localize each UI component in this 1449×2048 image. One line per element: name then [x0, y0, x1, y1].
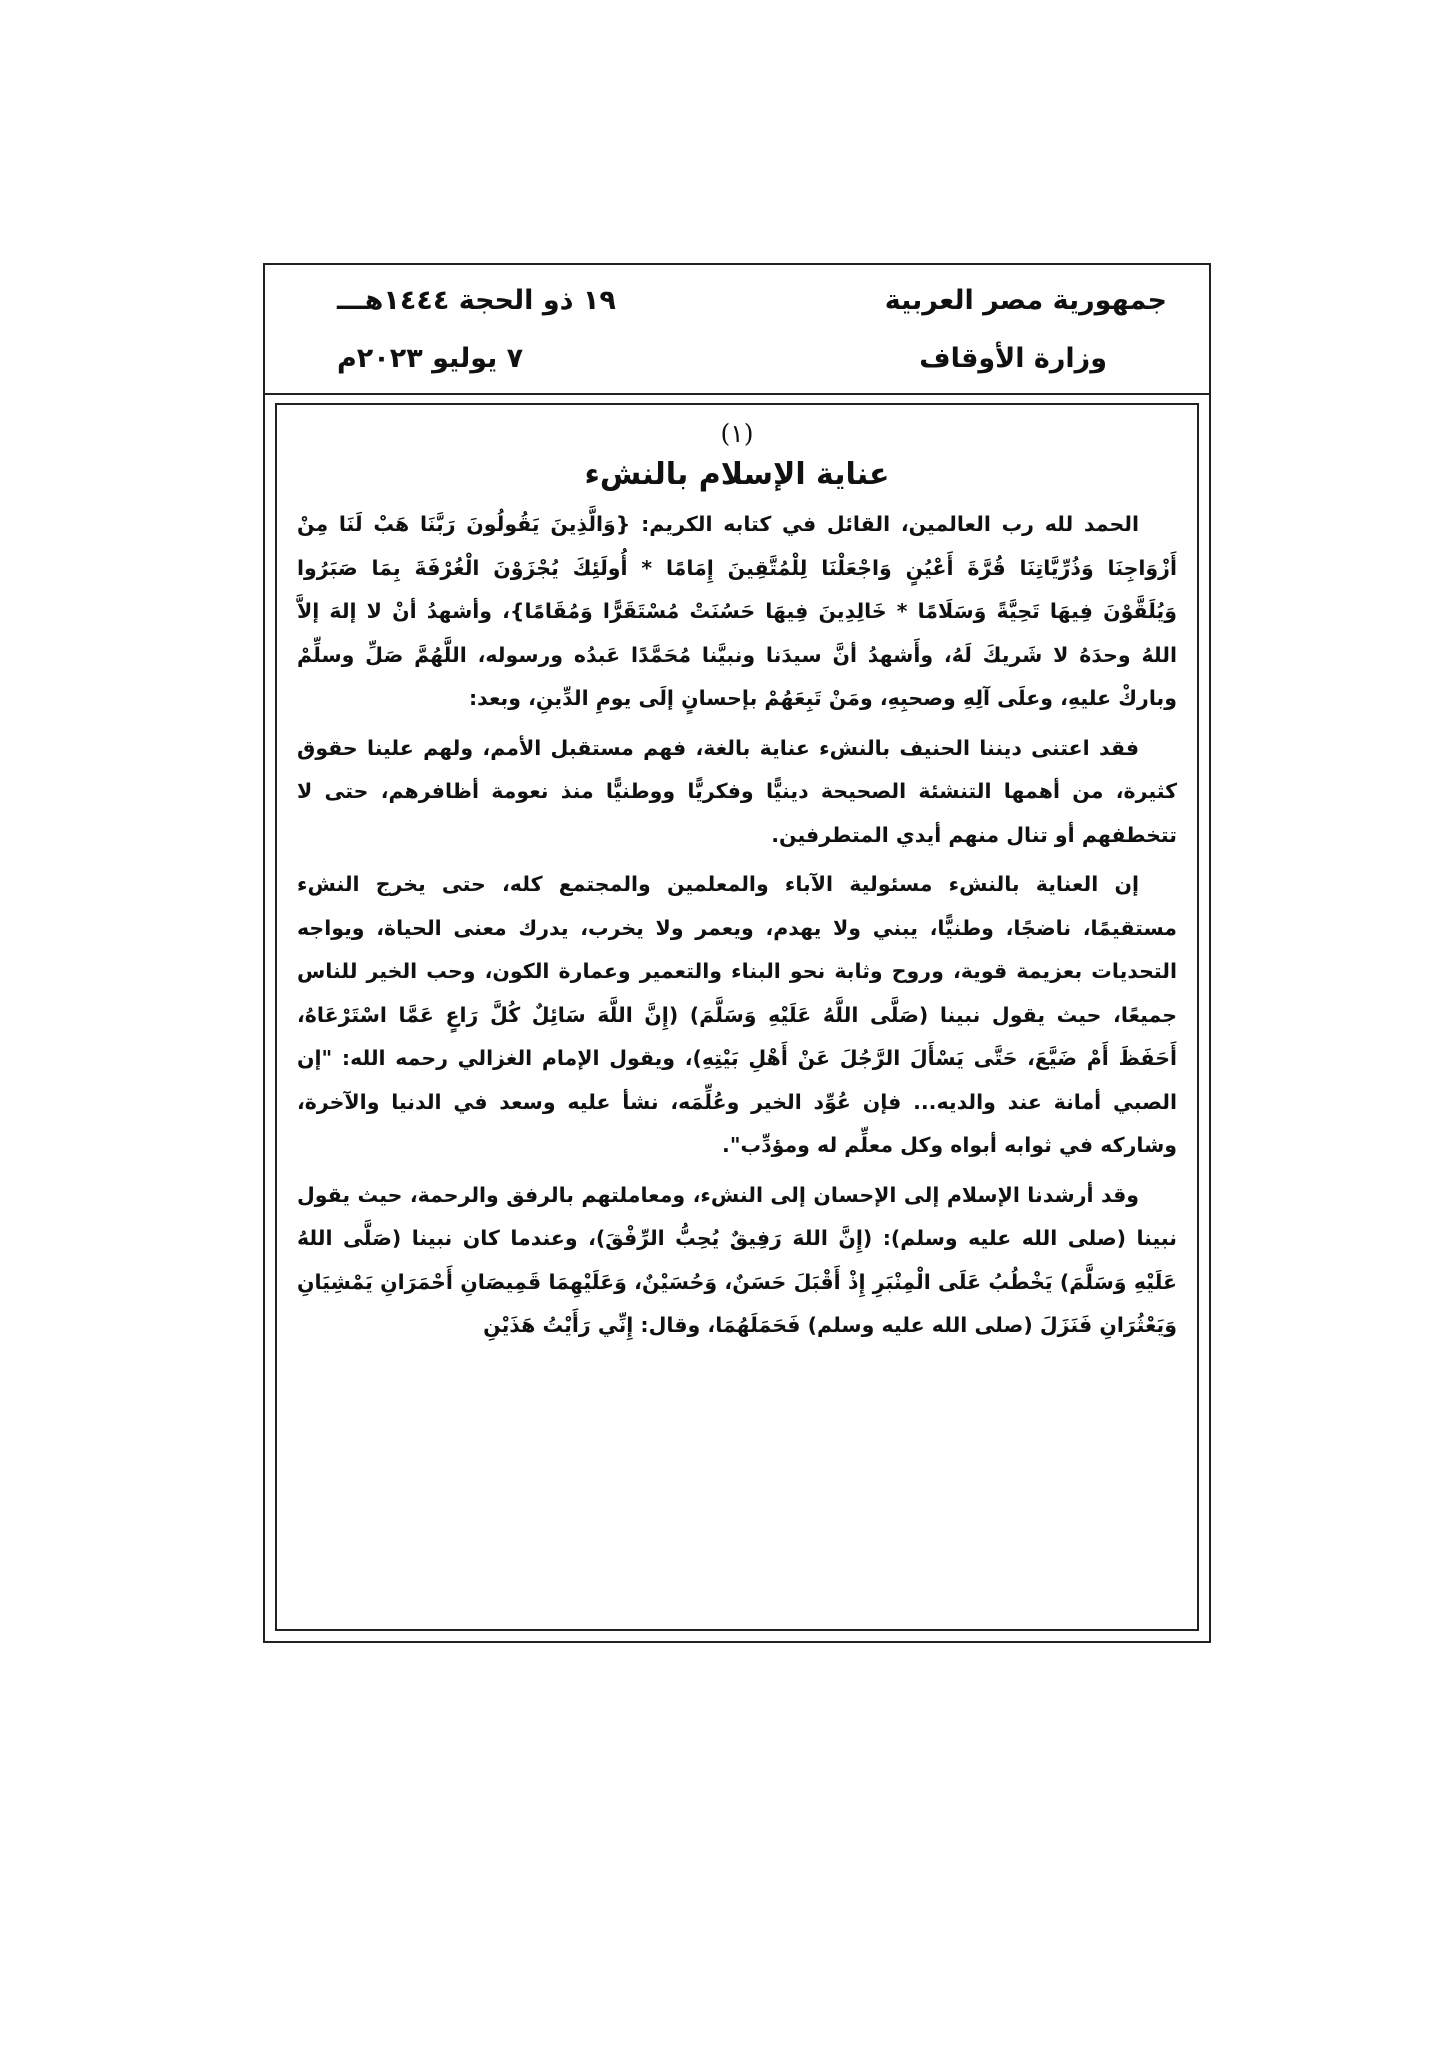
paragraph-kindness: وقد أرشدنا الإسلام إلى الإحسان إلى النشء، ومعاملتهم بالرفق والرحمة، حيث يقول نبينا (صلى الله عليه وسلم): (إِنَّ اللهَ رَفِيقٌ يُحِبُّ الرِّفْقَ)، وعندما كان نبينا (صَلَّى اللهُ عَلَيْهِ وَسَلَّمَ) يَخْطُبُ عَلَى الْمِنْبَرِ إِذْ أَقْبَلَ حَسَنٌ، وَحُسَيْنٌ، وَعَلَيْهِمَا قَمِيصَانِ أَحْمَرَانِ يَمْشِيَانِ وَيَعْثُرَانِ فَنَزَلَ (صلى الله عليه وسلم) فَحَمَلَهُمَا، وقال: إِنِّي رَأَيْتُ هَذَيْنِ [297, 1182, 1177, 1337]
hijri-date: ١٩ ذو الحجة ١٤٤٤هـــ [337, 285, 616, 316]
paragraph-responsibility: إن العناية بالنشء مسئولية الآباء والمعلمين والمجتمع كله، حتى يخرج النشء مستقيمًا، ناضجًا، وطنيًّا، يبني ولا يهدم، ويعمر ولا يخرب، يدرك معنى الحياة، ويواجه التحديات بعزيمة قوية، وروح وثابة نحو البناء والتعمير وعمارة الكون، وحب الخير للناس جميعًا، حيث يقول نبينا (صَلَّى اللَّهُ عَلَيْهِ وَسَلَّمَ) (إِنَّ اللَّهَ سَائِلٌ كُلَّ رَاعٍ عَمَّا اسْتَرْعَاهُ، أَحَفَظَ أَمْ ضَيَّعَ، حَتَّى يَسْأَلَ الرَّجُلَ عَنْ أَهْلِ بَيْتِهِ)، ويقول الإمام الغزالي رحمه الله: "إن الصبي أمانة عند والديه... فإن عُوِّد الخير وعُلِّمَه، نشأ عليه وسعد في الدنيا والآخرة، وشاركه في ثوابه أبواه وكل معلِّم له ومؤدِّب". [297, 872, 1177, 1157]
gregorian-date: ٧ يوليو ٢٠٢٣م [337, 343, 524, 374]
paragraph-opening: الحمد لله رب العالمين، القائل في كتابه الكريم: {وَالَّذِينَ يَقُولُونَ رَبَّنَا هَبْ لَنَا مِنْ أَزْوَاجِنَا وَذُرِّيَّاتِنَا قُرَّةَ أَعْيُنٍ وَاجْعَلْنَا لِلْمُتَّقِينَ إِمَامًا * أُولَئِكَ يُجْزَوْنَ الْغُرْفَةَ بِمَا صَبَرُوا وَيُلَقَّوْنَ فِيهَا تَحِيَّةً وَسَلَامًا * خَالِدِينَ فِيهَا حَسُنَتْ مُسْتَقَرًّا وَمُقَامًا}، وأشهدُ أنْ لا إلهَ إلاَّ اللهُ وحدَهُ لا شَريكَ لَهُ، وأَشهدُ أنَّ سيدَنا ونبيَّنا مُحَمَّدًا عَبدُه ورسوله، اللَّهُمَّ صَلِّ وسلِّمْ وباركْ عليهِ، وعلَى آلِهِ وصحبِهِ، ومَنْ تَبِعَهُمْ بإحسانٍ إلَى يومِ الدِّينِ، وبعد: [297, 512, 1177, 710]
sermon-body [275, 403, 1199, 1631]
sermon-number: (١) [720, 419, 754, 448]
letterhead [265, 265, 1209, 395]
ministry-name: وزارة الأوقاف [919, 343, 1107, 374]
sermon-title: عناية الإسلام بالنشء [584, 457, 890, 492]
page-frame [263, 263, 1211, 1643]
country-name: جمهورية مصر العربية [884, 285, 1167, 316]
paragraph-care-of-youth: فقد اعتنى ديننا الحنيف بالنشء عناية بالغة، فهم مستقبل الأمم، ولهم علينا حقوق كثيرة، من أهمها التنشئة الصحيحة دينيًّا وفكريًّا ووطنيًّا منذ نعومة أظافرهم، حتى لا تتخطفهم أو تنال منهم أيدي المتطرفين. [297, 735, 1177, 847]
